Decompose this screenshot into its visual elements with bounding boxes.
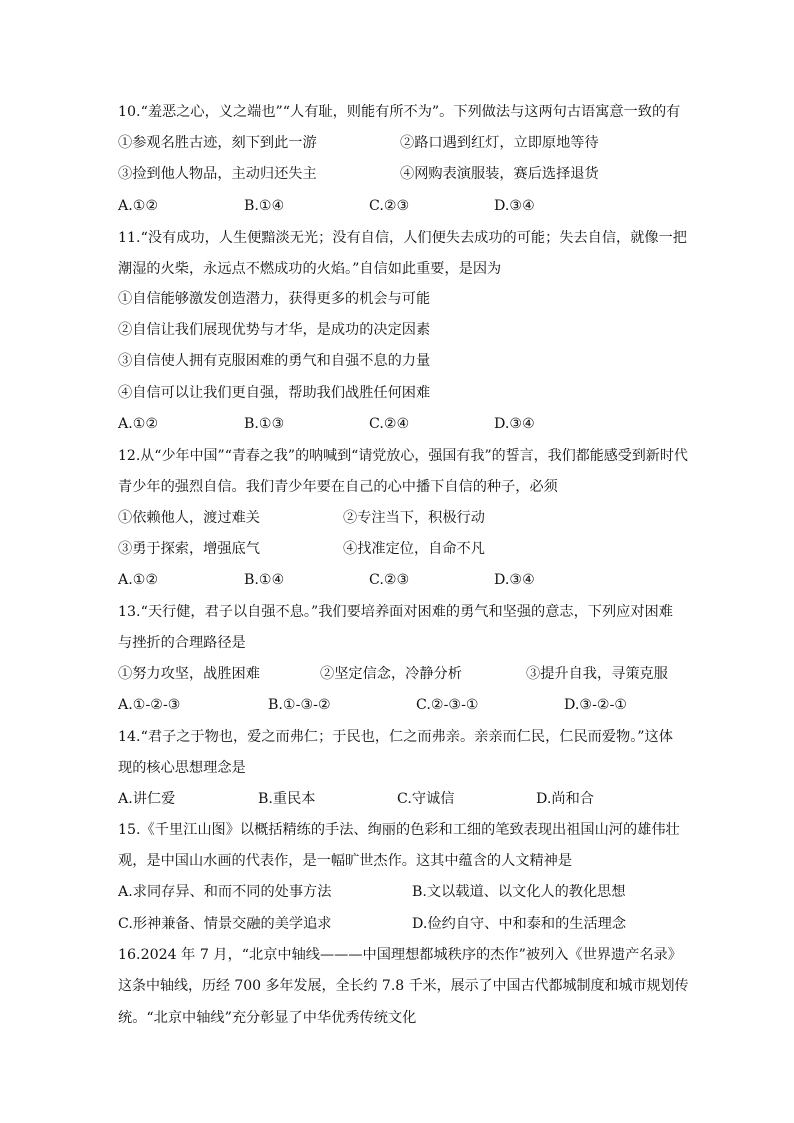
q15-choice-b: B.文以载道、以文化人的教化思想 — [412, 884, 626, 900]
q12-statement-2: ②专注当下，积极行动 — [343, 510, 485, 526]
q11-statement-3: ③自信使人拥有克服困难的勇气和自强不息的力量 — [118, 353, 431, 369]
q16-stem-line-2: 这条中轴线，历经 700 多年发展，全长约 7.8 千米，展示了中国古代都城制度和城市规划传 — [118, 978, 689, 994]
q10-choice-b: B.①④ — [244, 198, 285, 214]
q13-choice-c: C.②-③-① — [416, 697, 479, 713]
q10-statement-3: ③捡到他人物品，主动归还失主 — [118, 166, 317, 182]
q13-statement-2: ②坚定信念，冷静分析 — [320, 666, 462, 682]
q11-choice-c: C.②④ — [369, 416, 410, 432]
q11-statement-1: ①自信能够激发创造潜力，获得更多的机会与可能 — [118, 291, 431, 307]
q11-statement-2: ②自信让我们展现优势与才华，是成功的决定因素 — [118, 322, 431, 338]
q12-statement-1: ①依赖他人，渡过难关 — [118, 510, 260, 526]
q11-stem-line-1: 11.“没有成功，人生便黯淡无光；没有自信，人们便失去成功的可能；失去自信，就像一把 — [118, 230, 687, 246]
q11-choice-d: D.③④ — [494, 416, 535, 432]
q15-stem-line-1: 15.《千里江山图》以概括精练的手法、绚丽的色彩和工细的笔致表现出祖国山河的雄伟壮 — [118, 822, 680, 838]
q10-statement-1: ①参观名胜古迹，刻下到此一游 — [118, 135, 317, 151]
q16-stem-line-1: 16.2024 年 7 月，“北京中轴线———中国理想都城秩序的杰作”被列入《世界遗产名录》 — [118, 947, 682, 963]
q14-choice-d: D.尚和合 — [536, 791, 594, 807]
q15-stem-line-2: 观，是中国山水画的代表作，是一幅旷世杰作。这其中蕴含的人文精神是 — [118, 853, 573, 869]
q10-choice-c: C.②③ — [369, 198, 410, 214]
q12-stem-line-2: 青少年的强烈自信。我们青少年要在自己的心中播下自信的种子，必须 — [118, 479, 558, 495]
q11-choice-a: A.①② — [118, 416, 159, 432]
q14-choice-c: C.守诚信 — [397, 791, 455, 807]
q12-choice-a: A.①② — [118, 572, 159, 588]
q10-choice-a: A.①② — [118, 198, 159, 214]
q16-stem-line-3: 统。“北京中轴线”充分彰显了中华优秀传统文化 — [118, 1010, 417, 1026]
q12-statement-4: ④找准定位，自命不凡 — [343, 541, 485, 557]
q14-stem-line-2: 现的核心思想理念是 — [118, 760, 246, 776]
q12-stem-line-1: 12.从“少年中国”“青春之我”的呐喊到“请党放心，强国有我”的誓言，我们都能感受到新时代 — [118, 448, 688, 464]
q12-choice-d: D.③④ — [494, 572, 535, 588]
q13-statement-3: ③提升自我，寻策克服 — [526, 666, 668, 682]
q10-statement-2: ②路口遇到红灯，立即原地等待 — [400, 135, 599, 151]
q10-choice-d: D.③④ — [494, 198, 535, 214]
q12-statement-3: ③勇于探索，增强底气 — [118, 541, 260, 557]
q11-choice-b: B.①③ — [244, 416, 285, 432]
q10-stem-line-1: 10.“羞恶之心，义之端也”“人有耻，则能有所不为”。下列做法与这两句古语寓意一致的有 — [118, 104, 681, 120]
q13-stem-line-1: 13.“天行健，君子以自强不息。”我们要培养面对困难的勇气和坚强的意志，下列应对困难 — [118, 604, 673, 620]
q12-choice-b: B.①④ — [244, 572, 285, 588]
q10-statement-4: ④网购表演服装，赛后选择退货 — [400, 166, 599, 182]
q13-statement-1: ①努力攻坚，战胜困难 — [118, 666, 260, 682]
q15-choice-d: D.俭约自守、中和泰和的生活理念 — [412, 916, 627, 932]
q13-choice-a: A.①-②-③ — [118, 697, 181, 713]
q15-choice-c: C.形神兼备、情景交融的美学追求 — [118, 916, 332, 932]
q13-choice-d: D.③-②-① — [564, 697, 628, 713]
q12-choice-c: C.②③ — [369, 572, 410, 588]
q11-statement-4: ④自信可以让我们更自强，帮助我们战胜任何困难 — [118, 385, 431, 401]
q14-stem-line-1: 14.“君子之于物也，爱之而弗仁；于民也，仁之而弗亲。亲亲而仁民，仁民而爱物。”这体 — [118, 729, 673, 745]
q14-choice-a: A.讲仁爱 — [118, 791, 176, 807]
q13-stem-line-2: 与挫折的合理路径是 — [118, 635, 246, 651]
q11-stem-line-2: 潮湿的火柴，永远点不燃成功的火焰。”自信如此重要，是因为 — [118, 261, 502, 277]
q15-choice-a: A.求同存异、和而不同的处事方法 — [118, 884, 332, 900]
q14-choice-b: B.重民本 — [258, 791, 316, 807]
q13-choice-b: B.①-③-② — [268, 697, 331, 713]
